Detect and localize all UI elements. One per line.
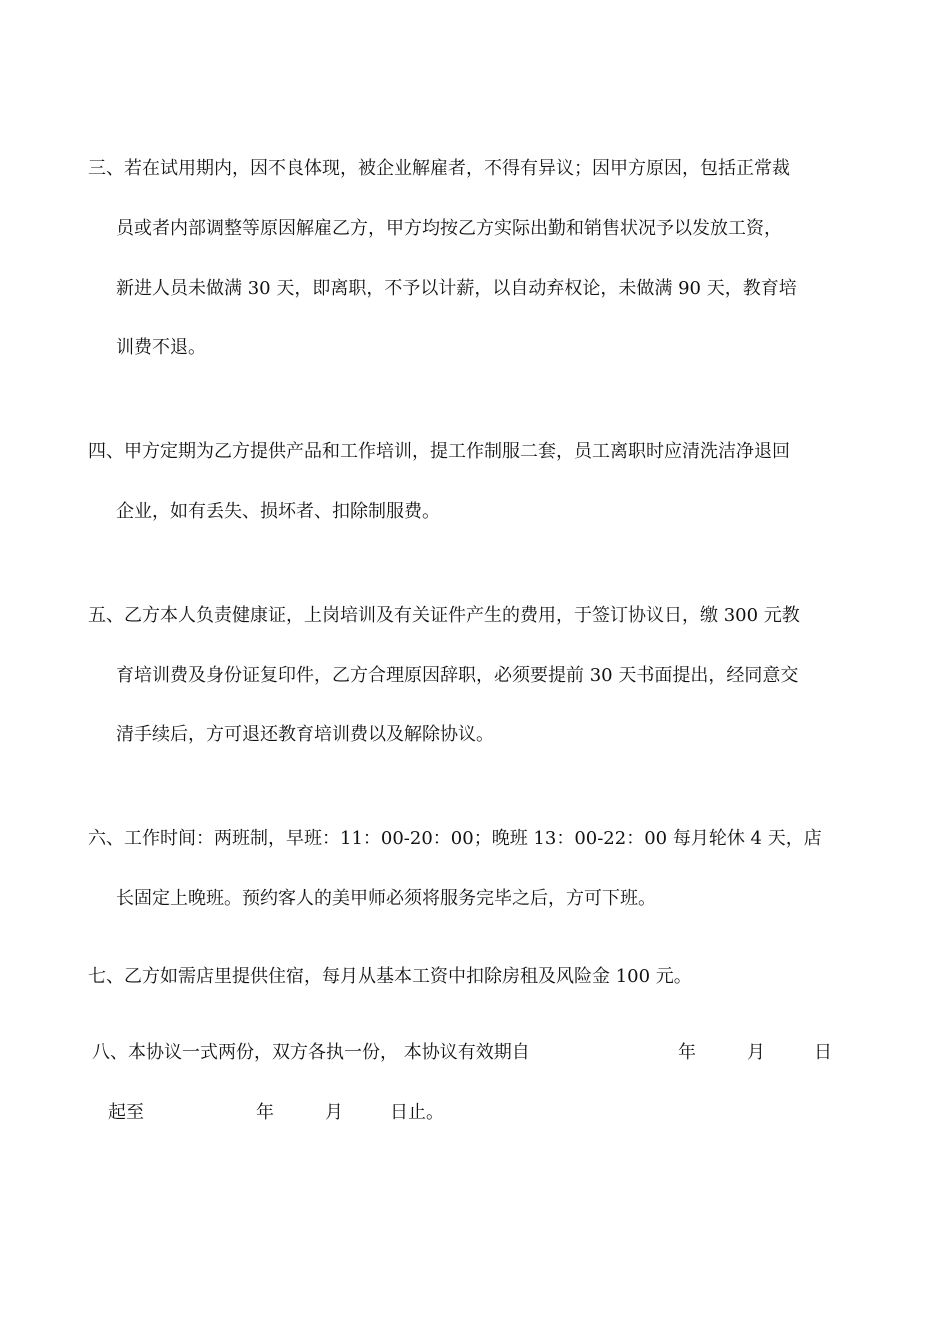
clause-8-day-end-label: 日止。 (390, 1102, 444, 1123)
clause-8-line-1 (92, 1041, 530, 1065)
clause-3-line-4: 训费不退。 (116, 337, 206, 358)
clause-8-year-label: 年 (678, 1042, 696, 1063)
clause-8-day-label: 日 (814, 1042, 832, 1063)
clause-5-line-3: 清手续后，方可退还教育培训费以及解除协议。 (116, 724, 494, 745)
clause-7-line-1: 七、乙方如需店里提供住宿，每月从基本工资中扣除房租及风险金 100 元。 (88, 966, 692, 987)
clause-6-line-2: 长固定上晚班。预约客人的美甲师必须将服务完毕之后，方可下班。 (116, 888, 656, 909)
clause-6-line-1: 六、工作时间：两班制，早班：11：00-20：00；晚班 13：00-22：00 每月轮休 4 天，店 (88, 828, 822, 849)
clause-5-line-2: 育培训费及身份证复印件，乙方合理原因辞职，必须要提前 30 天书面提出，经同意交 (116, 665, 799, 686)
clause-8-from-label: 起至 (108, 1102, 144, 1123)
clause-3-line-3: 新进人员未做满 30 天，即离职，不予以计薪，以自动弃权论，未做满 90 天，教育培 (116, 278, 797, 299)
clause-5-line-1: 五、乙方本人负责健康证，上岗培训及有关证件产生的费用，于签订协议日，缴 300 元教 (88, 605, 800, 626)
clause-8-month-label: 月 (747, 1042, 765, 1063)
clause-4-line-2: 企业，如有丢失、损坏者、扣除制服费。 (116, 501, 440, 522)
clause-4-line-1: 四、甲方定期为乙方提供产品和工作培训，提工作制服二套，员工离职时应清洗洁净退回 (88, 441, 790, 462)
clause-3-line-1: 三、若在试用期内，因不良体现，被企业解雇者，不得有异议；因甲方原因，包括正常裁 (88, 158, 790, 179)
clause-3-line-2: 员或者内部调整等原因解雇乙方，甲方均按乙方实际出勤和销售状况予以发放工资， (116, 218, 782, 239)
clause-8-lead: 八、本协议一式两份，双方各执一份， 本协议有效期自 (92, 1042, 530, 1063)
clause-8-year2-label: 年 (256, 1102, 274, 1123)
clause-8-month2-label: 月 (325, 1102, 343, 1123)
